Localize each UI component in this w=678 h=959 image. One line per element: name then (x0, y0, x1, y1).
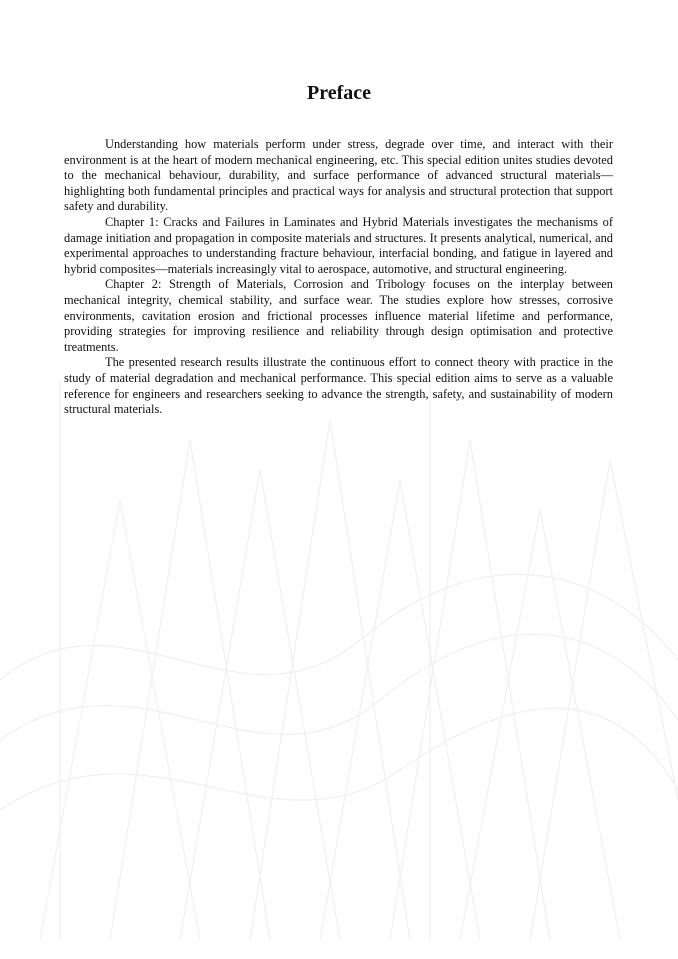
background-watermark-pattern (0, 380, 678, 940)
preface-body (64, 137, 613, 418)
paragraph-introduction: Understanding how materials perform under stress, degrade over time, and interact with their environment is at the heart of modern mechanical engineering, etc. This special edition unites studies devoted to the mechanical behaviour, durability, and surface performance of advanced structural materials—highlighting both fundamental principles and practical ways for analysis and structural protection that support safety and durability. (64, 137, 613, 214)
page-title: Preface (306, 82, 372, 104)
paragraph-conclusion: The presented research results illustrate the continuous effort to connect theory with practice in the study of material degradation and mechanical performance. This special edition aims to serve as a valuable reference for engineers and researchers seeking to advance the strength, safety, and sustainability of modern structural materials. (64, 355, 613, 417)
paragraph-chapter-2: Chapter 2: Strength of Materials, Corrosion and Tribology focuses on the interplay between mechanical integrity, chemical stability, and surface wear. The studies explore how stresses, corrosive environments, cavitation erosion and frictional processes influence material lifetime and performance, providing strategies for improving resilience and reliability through design optimisation and protective treatments. (64, 277, 613, 354)
paragraph-chapter-1: Chapter 1: Cracks and Failures in Laminates and Hybrid Materials investigates the mechanisms of damage initiation and propagation in composite materials and structures. It presents analytical, numerical, and experimental approaches to understanding fracture behaviour, interfacial bonding, and fatigue in layered and hybrid composites—materials increasingly vital to aerospace, automotive, and structural engineering. (64, 214, 613, 276)
